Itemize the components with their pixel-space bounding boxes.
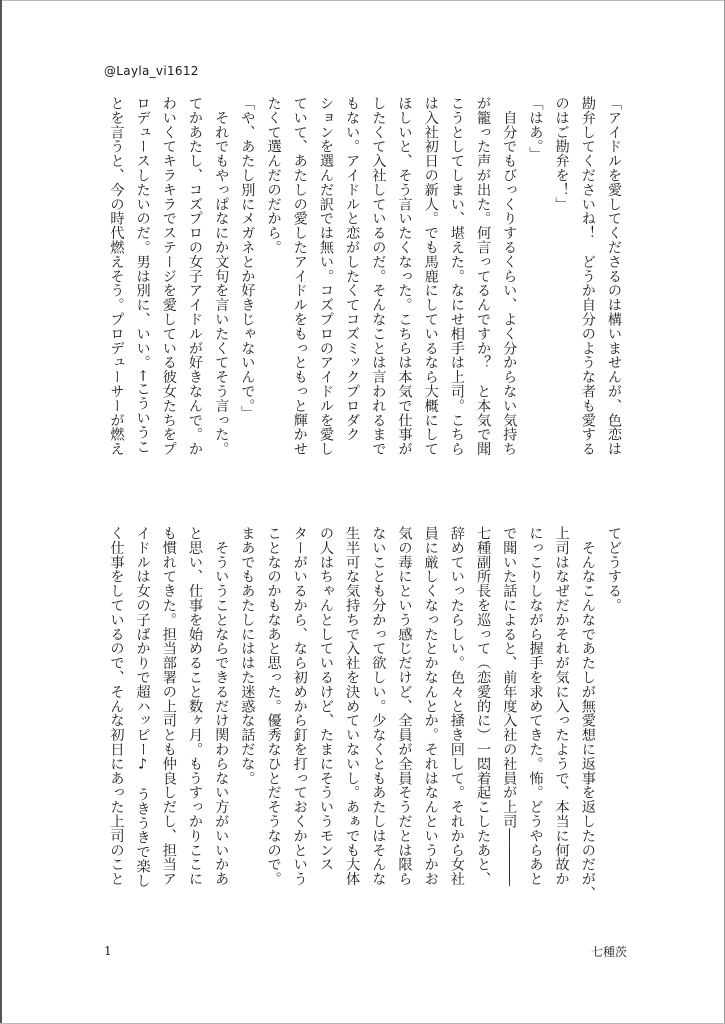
text-column: 「はあ。」 — [527, 96, 544, 161]
author-handle: @Layla_vi1612 — [104, 64, 199, 78]
text-column: そういうことならできるだけ関わらない方がいいかあ — [213, 526, 230, 886]
text-column: 気の毒にという感じだけど、全員が全員そうだとは限ら — [396, 526, 413, 886]
text-column: 勘弁してくださいね！ どうか自分のような者も愛する — [579, 96, 596, 456]
text-column: 「や、あたし別にメガネとか好きじゃないんで。」 — [239, 96, 256, 421]
text-column: は入社初日の新人。でも馬鹿にしているなら大概にして — [422, 96, 439, 456]
text-column: 生半可な気持ちで入社を決めていないし。あぁでも大体 — [344, 526, 361, 886]
lower-text-block — [103, 526, 627, 926]
text-column: が籠った声が出た。何言ってるんですか？ と本気で聞 — [475, 96, 492, 456]
text-column: も慣れてきた。担当部署の上司とも仲良しだし、担当ア — [160, 526, 177, 886]
text-column: てかあたし、コズプロの女子アイドルが好きなんで。か — [187, 96, 203, 456]
text-column: ていて、あたしの愛したアイドルをもっともっと輝かせ — [291, 96, 308, 456]
text-column: ないことも分かって欲しい。少なくともあたしはそんな — [370, 526, 387, 886]
text-column: もない。アイドルと恋がしたくてコズミックプロダク — [344, 96, 361, 442]
text-column: こうとしてしまい、堪えた。なにせ相手は上司。こちら — [448, 96, 465, 456]
upper-text-block — [103, 96, 627, 490]
text-column: と思い、仕事を始めること数ヶ月。もうすっかりここに — [187, 526, 203, 886]
text-column: まあでもあたしにははた迷惑な話だな。 — [239, 526, 256, 786]
page-border-left — [0, 0, 2, 1024]
text-column: にっこりしながら握手を求めてきた。怖。どうやらあと — [527, 526, 544, 886]
text-column: で聞いた話によると、前年度入社の社員が上司―――― — [501, 526, 518, 886]
text-column: ほしいと、そう言いたくなった。こちらは本気で仕事が — [396, 96, 413, 456]
text-column: わいくてキラキラでステージを愛している彼女たちをプ — [160, 96, 177, 456]
text-column: たくて選んだのだから。 — [265, 96, 282, 255]
text-column: 辞めていったらしい。色々と掻き回して。それから女社 — [448, 526, 465, 886]
text-column: 「アイドルを愛してくださるのは構いませんが、色恋は — [606, 96, 622, 456]
text-column: 自分でもびっくりするくらい、よく分からない気持ち — [501, 96, 518, 456]
text-column: てどうする。 — [606, 526, 622, 613]
text-column: ターがいるから、なら初めから釘を打っておくかという — [291, 526, 308, 886]
text-column: 七種副所長を巡って（恋愛的に）一悶着起こしたあと、 — [475, 526, 492, 886]
text-column: したくて入社しているのだ。そんなことは言われるまで — [370, 96, 387, 456]
text-column: ロデュースしたいのだ。男は別に、いい。←こういうこ — [134, 96, 151, 454]
text-column: イドルは女の子ばかりで超ハッピー♪ うきうきで楽し — [134, 526, 151, 888]
text-column: 上司はなぜだかそれが気に入ったようで、本当に何故か — [553, 526, 570, 886]
text-column: の人はちゃんとしているけど、たまにそういうモンス — [317, 526, 334, 872]
text-column: ことなのかもなあと思った。優秀なひとだそうなので。 — [265, 526, 282, 886]
text-column: のはご勘弁を！」 — [553, 96, 570, 212]
page-number: 1 — [104, 944, 112, 958]
page-border-top — [0, 0, 725, 1]
running-title: 七種茨 — [590, 945, 627, 959]
text-column: 員に厳しくなったとかなんとか。それはなんというかお — [422, 526, 439, 886]
text-column: く仕事をしているので、そんな初日にあった上司のこと — [108, 526, 125, 886]
text-column: そんなこんなであたしが無愛想に返事を返したのだが、 — [579, 526, 596, 901]
text-column: それでもやっぱなにか文句を言いたくてそう言った。 — [213, 96, 230, 456]
text-column: ションを選んだ訳では無い。コズプロのアイドルを愛し — [317, 96, 334, 456]
text-column: とを言うと、今の時代燃えそう。プロデューサーが燃え — [108, 96, 125, 456]
